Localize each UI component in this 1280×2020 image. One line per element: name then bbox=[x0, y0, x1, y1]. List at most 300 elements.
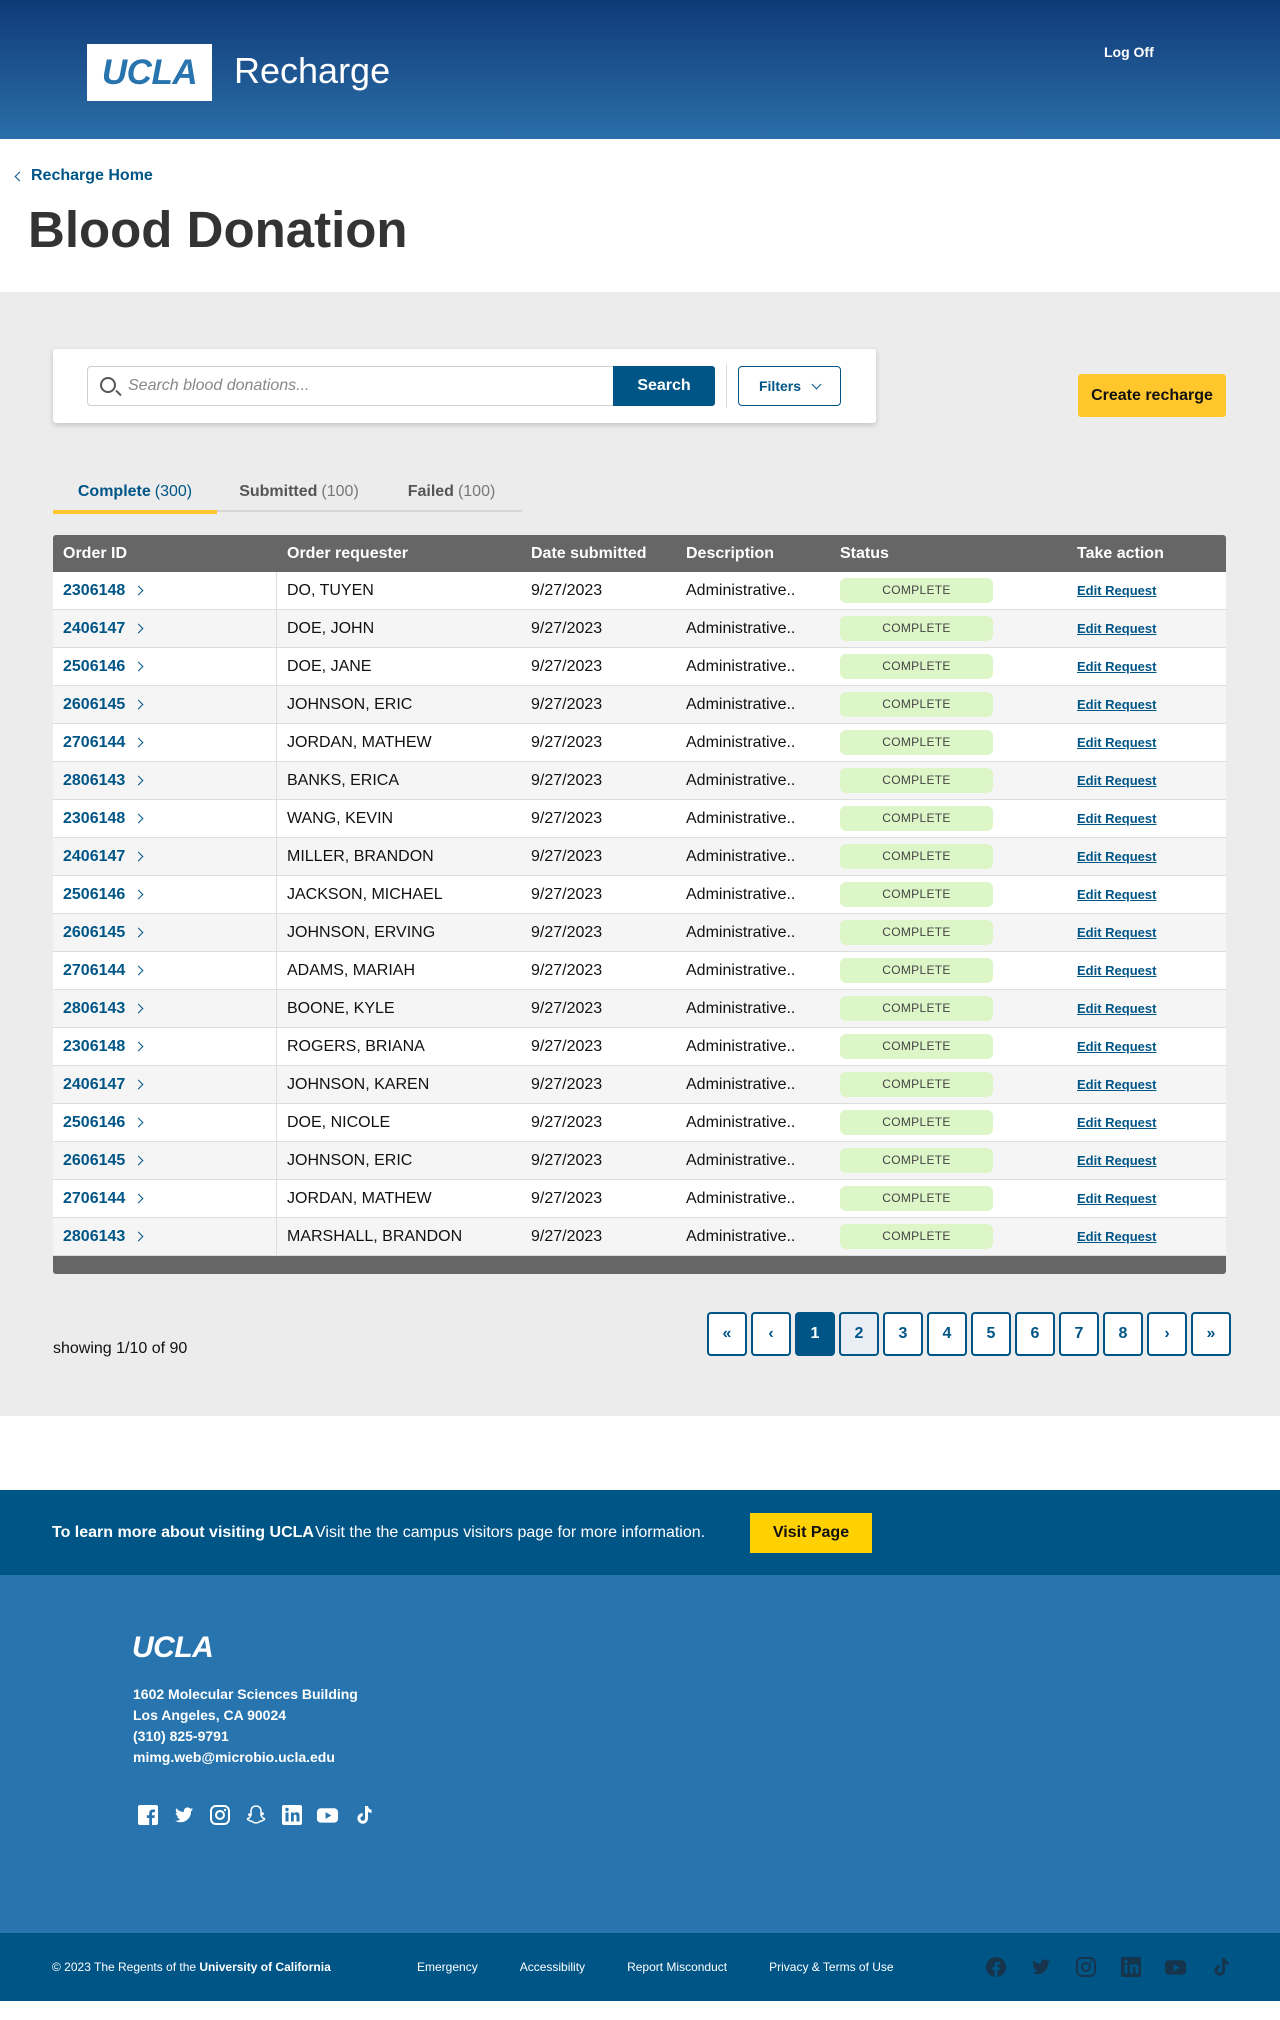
date-cell: 9/27/2023 bbox=[531, 695, 603, 713]
order-id-link[interactable] bbox=[63, 1190, 142, 1208]
order-id-cell bbox=[53, 762, 277, 799]
linkedin-icon[interactable] bbox=[1119, 1955, 1142, 1978]
table-row bbox=[53, 1218, 1226, 1256]
order-id-link[interactable] bbox=[63, 924, 142, 942]
order-id: 2506146 bbox=[63, 1113, 126, 1131]
requester-cell: MARSHALL, BRANDON bbox=[287, 1227, 463, 1245]
order-id: 2606145 bbox=[63, 923, 126, 941]
action-cell bbox=[1077, 1000, 1226, 1018]
copyright bbox=[52, 1960, 331, 1974]
date-cell: 9/27/2023 bbox=[531, 581, 603, 599]
description-cell: Administrative.. bbox=[686, 1075, 796, 1093]
chevron-right-icon bbox=[134, 1194, 144, 1204]
logoff-link[interactable]: Log Off bbox=[1104, 44, 1154, 60]
description-cell: Administrative.. bbox=[686, 619, 796, 637]
date-cell: 9/27/2023 bbox=[531, 1189, 603, 1207]
status-badge: COMPLETE bbox=[840, 996, 993, 1021]
table-row bbox=[53, 1066, 1226, 1104]
status-cell bbox=[840, 958, 1077, 983]
prev-page-button[interactable]: ‹ bbox=[751, 1312, 791, 1356]
description-cell: Administrative.. bbox=[686, 771, 796, 789]
description-cell: Administrative.. bbox=[686, 999, 796, 1017]
table-row bbox=[53, 572, 1226, 610]
chevron-down-icon bbox=[812, 379, 822, 389]
site-footer bbox=[0, 1575, 1280, 1933]
edit-request-link[interactable]: Edit Request bbox=[1077, 1190, 1157, 1206]
action-cell bbox=[1077, 1190, 1226, 1208]
status-badge: COMPLETE bbox=[840, 616, 993, 641]
twitter-icon[interactable] bbox=[1029, 1955, 1052, 1978]
order-id-link[interactable] bbox=[63, 772, 142, 790]
order-id-cell bbox=[53, 1104, 277, 1141]
youtube-icon[interactable] bbox=[1164, 1955, 1187, 1978]
chevron-right-icon bbox=[134, 586, 144, 596]
date-cell: 9/27/2023 bbox=[531, 1075, 603, 1093]
requester-cell: WANG, KEVIN bbox=[287, 809, 394, 827]
divider bbox=[726, 364, 727, 408]
status-cell bbox=[840, 996, 1077, 1021]
tab-failed[interactable] bbox=[381, 472, 522, 512]
order-id: 2606145 bbox=[63, 695, 126, 713]
date-cell: 9/27/2023 bbox=[531, 809, 603, 827]
action-cell bbox=[1077, 924, 1226, 942]
order-id-link[interactable] bbox=[63, 810, 142, 828]
table-row bbox=[53, 648, 1226, 686]
order-id-link[interactable] bbox=[63, 1228, 142, 1246]
page-button-3[interactable]: 3 bbox=[883, 1312, 923, 1356]
action-cell bbox=[1077, 962, 1226, 980]
app-title: Recharge bbox=[234, 50, 391, 91]
create-recharge-button[interactable]: Create recharge bbox=[1078, 374, 1226, 417]
order-id-cell bbox=[53, 572, 277, 609]
order-id: 2306148 bbox=[63, 1037, 126, 1055]
order-id: 2606145 bbox=[63, 1151, 126, 1169]
col-status[interactable]: Status bbox=[840, 544, 889, 562]
status-badge: COMPLETE bbox=[840, 958, 993, 983]
status-badge: COMPLETE bbox=[840, 1224, 993, 1249]
order-id-cell bbox=[53, 952, 277, 989]
chevron-right-icon bbox=[134, 1080, 144, 1090]
status-badge: COMPLETE bbox=[840, 1034, 993, 1059]
action-cell bbox=[1077, 1228, 1226, 1246]
date-cell: 9/27/2023 bbox=[531, 619, 603, 637]
table-row bbox=[53, 838, 1226, 876]
orders-table bbox=[53, 535, 1226, 1274]
visit-text: Visit the the campus visitors page for more information. bbox=[315, 1524, 706, 1541]
site-header bbox=[0, 0, 1280, 139]
status-badge: COMPLETE bbox=[840, 1148, 993, 1173]
next-page-button[interactable]: › bbox=[1147, 1312, 1187, 1356]
order-id: 2406147 bbox=[63, 619, 126, 637]
requester-cell: DOE, JOHN bbox=[287, 619, 375, 637]
status-badge: COMPLETE bbox=[840, 920, 993, 945]
description-cell: Administrative.. bbox=[686, 1189, 796, 1207]
order-id-link[interactable] bbox=[63, 1152, 142, 1170]
pagination bbox=[707, 1312, 1231, 1356]
chevron-right-icon bbox=[134, 928, 144, 938]
order-id: 2506146 bbox=[63, 657, 126, 675]
order-id: 2706144 bbox=[63, 733, 126, 751]
accessibility-link[interactable]: Accessibility bbox=[519, 1960, 586, 1974]
table-row bbox=[53, 762, 1226, 800]
search-field[interactable] bbox=[87, 366, 615, 406]
twitter-icon[interactable] bbox=[172, 1803, 195, 1826]
edit-request-link[interactable]: Edit Request bbox=[1077, 1114, 1157, 1130]
page-button-4[interactable]: 4 bbox=[927, 1312, 967, 1356]
chevron-right-icon bbox=[134, 624, 144, 634]
description-cell: Administrative.. bbox=[686, 885, 796, 903]
col-description[interactable]: Description bbox=[686, 544, 775, 562]
date-cell: 9/27/2023 bbox=[531, 999, 603, 1017]
order-id-link[interactable] bbox=[63, 1038, 142, 1056]
chevron-right-icon bbox=[134, 1042, 144, 1052]
status-cell bbox=[840, 616, 1077, 641]
facebook-icon[interactable] bbox=[984, 1955, 1007, 1978]
chevron-right-icon bbox=[134, 890, 144, 900]
tab-label: Failed bbox=[407, 483, 454, 500]
order-id-link[interactable] bbox=[63, 658, 142, 676]
col-requester[interactable]: Order requester bbox=[287, 544, 408, 562]
instagram-icon[interactable] bbox=[1074, 1955, 1097, 1978]
footer-links bbox=[417, 1960, 894, 1974]
page-button-6[interactable]: 6 bbox=[1015, 1312, 1055, 1356]
requester-cell: JORDAN, MATHEW bbox=[287, 733, 432, 751]
action-cell bbox=[1077, 772, 1226, 790]
order-id-cell bbox=[53, 876, 277, 913]
edit-request-link[interactable]: Edit Request bbox=[1077, 696, 1157, 712]
tab-count: (300) bbox=[154, 483, 193, 500]
order-id: 2506146 bbox=[63, 885, 126, 903]
order-id: 2406147 bbox=[63, 847, 126, 865]
order-id-cell bbox=[53, 1028, 277, 1065]
action-cell bbox=[1077, 810, 1226, 828]
chevron-right-icon bbox=[134, 1118, 144, 1128]
col-action: Take action bbox=[1077, 544, 1164, 562]
description-cell: Administrative.. bbox=[686, 847, 796, 865]
status-badge: COMPLETE bbox=[840, 844, 993, 869]
filters-button[interactable] bbox=[738, 366, 841, 406]
table-row bbox=[53, 876, 1226, 914]
visit-banner bbox=[0, 1490, 1280, 1575]
tiktok-icon[interactable] bbox=[352, 1803, 375, 1826]
requester-cell: DO, TUYEN bbox=[287, 581, 374, 599]
status-badge: COMPLETE bbox=[840, 1186, 993, 1211]
tab-label: Complete bbox=[77, 483, 151, 500]
table-row bbox=[53, 1180, 1226, 1218]
chevron-right-icon bbox=[134, 966, 144, 976]
requester-cell: DOE, NICOLE bbox=[287, 1113, 391, 1131]
page-title: Blood Donation bbox=[28, 201, 408, 258]
chevron-right-icon bbox=[134, 1156, 144, 1166]
report-misconduct-link[interactable]: Report Misconduct bbox=[627, 1960, 728, 1974]
status-tabs bbox=[53, 472, 522, 512]
edit-request-link[interactable]: Edit Request bbox=[1077, 1152, 1157, 1168]
edit-request-link[interactable]: Edit Request bbox=[1077, 1000, 1157, 1016]
table-row bbox=[53, 800, 1226, 838]
description-cell: Administrative.. bbox=[686, 733, 796, 751]
search-card bbox=[53, 349, 876, 423]
page-button-8[interactable]: 8 bbox=[1103, 1312, 1143, 1356]
order-id-link[interactable] bbox=[63, 848, 142, 866]
status-badge: COMPLETE bbox=[840, 654, 993, 679]
description-cell: Administrative.. bbox=[686, 581, 796, 599]
status-badge: COMPLETE bbox=[840, 806, 993, 831]
action-cell bbox=[1077, 886, 1226, 904]
order-id-cell bbox=[53, 838, 277, 875]
action-cell bbox=[1077, 1114, 1226, 1132]
order-id-cell bbox=[53, 1180, 277, 1217]
order-id-cell bbox=[53, 1066, 277, 1103]
status-cell bbox=[840, 578, 1077, 603]
date-cell: 9/27/2023 bbox=[531, 1113, 603, 1131]
chevron-right-icon bbox=[134, 738, 144, 748]
edit-request-link[interactable]: Edit Request bbox=[1077, 962, 1157, 978]
order-id-link[interactable] bbox=[63, 886, 142, 904]
description-cell: Administrative.. bbox=[686, 657, 796, 675]
date-cell: 9/27/2023 bbox=[531, 771, 603, 789]
chevron-right-icon bbox=[134, 776, 144, 786]
table-row bbox=[53, 1104, 1226, 1142]
requester-cell: JACKSON, MICHAEL bbox=[287, 885, 443, 903]
description-cell: Administrative.. bbox=[686, 1227, 796, 1245]
table-footer bbox=[53, 1256, 1226, 1274]
edit-request-link[interactable]: Edit Request bbox=[1077, 582, 1157, 598]
order-id: 2406147 bbox=[63, 1075, 126, 1093]
table-row bbox=[53, 686, 1226, 724]
table-row bbox=[53, 724, 1226, 762]
phone: (310) 825-9791 bbox=[133, 1728, 229, 1744]
order-id-link[interactable] bbox=[63, 696, 142, 714]
requester-cell: BOONE, KYLE bbox=[287, 999, 395, 1017]
table-body bbox=[53, 572, 1226, 1256]
description-cell: Administrative.. bbox=[686, 923, 796, 941]
description-cell: Administrative.. bbox=[686, 1151, 796, 1169]
edit-request-link[interactable]: Edit Request bbox=[1077, 848, 1157, 864]
status-badge: COMPLETE bbox=[840, 768, 993, 793]
instagram-icon[interactable] bbox=[208, 1803, 231, 1826]
chevron-right-icon bbox=[134, 852, 144, 862]
order-id-link[interactable] bbox=[63, 1114, 142, 1132]
order-id-cell bbox=[53, 914, 277, 951]
chevron-right-icon bbox=[134, 662, 144, 672]
date-cell: 9/27/2023 bbox=[531, 1151, 603, 1169]
requester-cell: ADAMS, MARIAH bbox=[287, 961, 416, 979]
page-button-5[interactable]: 5 bbox=[971, 1312, 1011, 1356]
order-id: 2306148 bbox=[63, 581, 126, 599]
requester-cell: ROGERS, BRIANA bbox=[287, 1037, 425, 1055]
date-cell: 9/27/2023 bbox=[531, 1037, 603, 1055]
requester-cell: BANKS, ERICA bbox=[287, 771, 400, 789]
order-id-cell bbox=[53, 990, 277, 1027]
edit-request-link[interactable]: Edit Request bbox=[1077, 924, 1157, 940]
edit-request-link[interactable]: Edit Request bbox=[1077, 772, 1157, 788]
status-cell bbox=[840, 730, 1077, 755]
status-cell bbox=[840, 844, 1077, 869]
col-date[interactable]: Date submitted bbox=[531, 544, 647, 562]
action-cell bbox=[1077, 1152, 1226, 1170]
footer-social bbox=[136, 1803, 375, 1826]
filters-label: Filters bbox=[758, 378, 801, 394]
order-id: 2706144 bbox=[63, 961, 126, 979]
status-cell bbox=[840, 654, 1077, 679]
footer-logo[interactable]: UCLA bbox=[132, 1631, 214, 1664]
order-id: 2806143 bbox=[63, 771, 126, 789]
requester-cell: JOHNSON, ERIC bbox=[287, 1151, 413, 1169]
table-row bbox=[53, 610, 1226, 648]
linkedin-icon[interactable] bbox=[280, 1803, 303, 1826]
tab-label: Submitted bbox=[239, 483, 318, 500]
date-cell: 9/27/2023 bbox=[531, 923, 603, 941]
chevron-right-icon bbox=[134, 814, 144, 824]
edit-request-link[interactable]: Edit Request bbox=[1077, 734, 1157, 750]
requester-cell: JORDAN, MATHEW bbox=[287, 1189, 432, 1207]
status-cell bbox=[840, 1110, 1077, 1135]
address-line: 1602 Molecular Sciences Building bbox=[133, 1686, 358, 1702]
order-id-link[interactable] bbox=[63, 962, 142, 980]
requester-cell: MILLER, BRANDON bbox=[287, 847, 434, 865]
status-cell bbox=[840, 768, 1077, 793]
chevron-left-icon bbox=[15, 172, 25, 182]
status-cell bbox=[840, 882, 1077, 907]
edit-request-link[interactable]: Edit Request bbox=[1077, 658, 1157, 674]
chevron-right-icon bbox=[134, 1004, 144, 1014]
order-id-cell bbox=[53, 800, 277, 837]
order-id-link[interactable] bbox=[63, 582, 142, 600]
copyright-prefix: © 2023 The Regents of the bbox=[52, 1960, 200, 1974]
youtube-icon[interactable] bbox=[316, 1803, 339, 1826]
action-cell bbox=[1077, 1076, 1226, 1094]
privacy-terms-link[interactable]: Privacy & Terms of Use bbox=[769, 1960, 894, 1974]
table-row bbox=[53, 1028, 1226, 1066]
snapchat-icon[interactable] bbox=[244, 1803, 267, 1826]
status-badge: COMPLETE bbox=[840, 730, 993, 755]
tab-count: (100) bbox=[457, 483, 496, 500]
requester-cell: DOE, JANE bbox=[287, 657, 372, 675]
facebook-icon[interactable] bbox=[136, 1803, 159, 1826]
search-input[interactable] bbox=[128, 367, 608, 405]
date-cell: 9/27/2023 bbox=[531, 847, 603, 865]
tab-submitted[interactable] bbox=[217, 472, 381, 512]
action-cell bbox=[1077, 620, 1226, 638]
action-cell bbox=[1077, 734, 1226, 752]
date-cell: 9/27/2023 bbox=[531, 885, 603, 903]
status-cell bbox=[840, 1186, 1077, 1211]
order-id-cell bbox=[53, 648, 277, 685]
status-badge: COMPLETE bbox=[840, 578, 993, 603]
status-cell bbox=[840, 806, 1077, 831]
order-id: 2306148 bbox=[63, 809, 126, 827]
description-cell: Administrative.. bbox=[686, 695, 796, 713]
breadcrumb-label: Recharge Home bbox=[31, 167, 153, 184]
status-cell bbox=[840, 692, 1077, 717]
date-cell: 9/27/2023 bbox=[531, 961, 603, 979]
tiktok-icon[interactable] bbox=[1209, 1955, 1232, 1978]
order-id-cell bbox=[53, 1142, 277, 1179]
description-cell: Administrative.. bbox=[686, 1113, 796, 1131]
status-badge: COMPLETE bbox=[840, 692, 993, 717]
order-id: 2806143 bbox=[63, 1227, 126, 1245]
status-cell bbox=[840, 920, 1077, 945]
action-cell bbox=[1077, 1038, 1226, 1056]
ucla-logo[interactable]: UCLA bbox=[87, 44, 212, 101]
search-button[interactable]: Search bbox=[613, 366, 715, 406]
bottom-bar bbox=[0, 1933, 1280, 2001]
date-cell: 9/27/2023 bbox=[531, 733, 603, 751]
last-page-button[interactable]: » bbox=[1191, 1312, 1231, 1356]
requester-cell: JOHNSON, ERIC bbox=[287, 695, 413, 713]
copyright-org[interactable]: University of California bbox=[199, 1960, 331, 1974]
status-badge: COMPLETE bbox=[840, 1110, 993, 1135]
email-link[interactable]: mimg.web@microbio.ucla.edu bbox=[133, 1749, 335, 1765]
tab-complete[interactable] bbox=[53, 472, 217, 512]
order-id-cell bbox=[53, 610, 277, 647]
first-page-button[interactable]: « bbox=[707, 1312, 747, 1356]
requester-cell: JOHNSON, ERVING bbox=[287, 923, 436, 941]
action-cell bbox=[1077, 582, 1226, 600]
edit-request-link[interactable]: Edit Request bbox=[1077, 620, 1157, 636]
description-cell: Administrative.. bbox=[686, 1037, 796, 1055]
address-city: Los Angeles, CA 90024 bbox=[133, 1707, 287, 1723]
requester-cell: JOHNSON, KAREN bbox=[287, 1075, 430, 1093]
status-badge: COMPLETE bbox=[840, 1072, 993, 1097]
edit-request-link[interactable]: Edit Request bbox=[1077, 810, 1157, 826]
edit-request-link[interactable]: Edit Request bbox=[1077, 1038, 1157, 1054]
description-cell: Administrative.. bbox=[686, 961, 796, 979]
date-cell: 9/27/2023 bbox=[531, 1227, 603, 1245]
visit-page-button[interactable]: Visit Page bbox=[750, 1513, 872, 1553]
order-id-link[interactable] bbox=[63, 1076, 142, 1094]
status-cell bbox=[840, 1072, 1077, 1097]
status-cell bbox=[840, 1148, 1077, 1173]
status-badge: COMPLETE bbox=[840, 882, 993, 907]
search-icon bbox=[100, 377, 116, 393]
order-id-link[interactable] bbox=[63, 620, 142, 638]
emergency-link[interactable]: Emergency bbox=[417, 1960, 478, 1974]
table-header bbox=[53, 535, 1226, 572]
page-button-2[interactable]: 2 bbox=[839, 1312, 879, 1356]
results-count: showing 1/10 of 90 bbox=[53, 1340, 188, 1357]
order-id-link[interactable] bbox=[63, 734, 142, 752]
visit-lead: To learn more about visiting UCLA bbox=[52, 1524, 314, 1541]
action-cell bbox=[1077, 696, 1226, 714]
footer-address bbox=[133, 1684, 358, 1768]
edit-request-link[interactable]: Edit Request bbox=[1077, 1228, 1157, 1244]
col-order-id[interactable]: Order ID bbox=[63, 544, 128, 562]
table-row bbox=[53, 914, 1226, 952]
order-id: 2806143 bbox=[63, 999, 126, 1017]
tab-count: (100) bbox=[321, 483, 359, 500]
order-id-cell bbox=[53, 1218, 277, 1255]
chevron-right-icon bbox=[134, 1232, 144, 1242]
order-id: 2706144 bbox=[63, 1189, 126, 1207]
table-row bbox=[53, 1142, 1226, 1180]
status-cell bbox=[840, 1034, 1077, 1059]
edit-request-link[interactable]: Edit Request bbox=[1077, 886, 1157, 902]
table-row bbox=[53, 990, 1226, 1028]
page-button-7[interactable]: 7 bbox=[1059, 1312, 1099, 1356]
order-id-cell bbox=[53, 724, 277, 761]
page-button-1[interactable]: 1 bbox=[795, 1312, 835, 1356]
chevron-right-icon bbox=[134, 700, 144, 710]
table-row bbox=[53, 952, 1226, 990]
edit-request-link[interactable]: Edit Request bbox=[1077, 1076, 1157, 1092]
description-cell: Administrative.. bbox=[686, 809, 796, 827]
status-cell bbox=[840, 1224, 1077, 1249]
order-id-link[interactable] bbox=[63, 1000, 142, 1018]
action-cell bbox=[1077, 848, 1226, 866]
breadcrumb[interactable] bbox=[16, 167, 153, 185]
date-cell: 9/27/2023 bbox=[531, 657, 603, 675]
